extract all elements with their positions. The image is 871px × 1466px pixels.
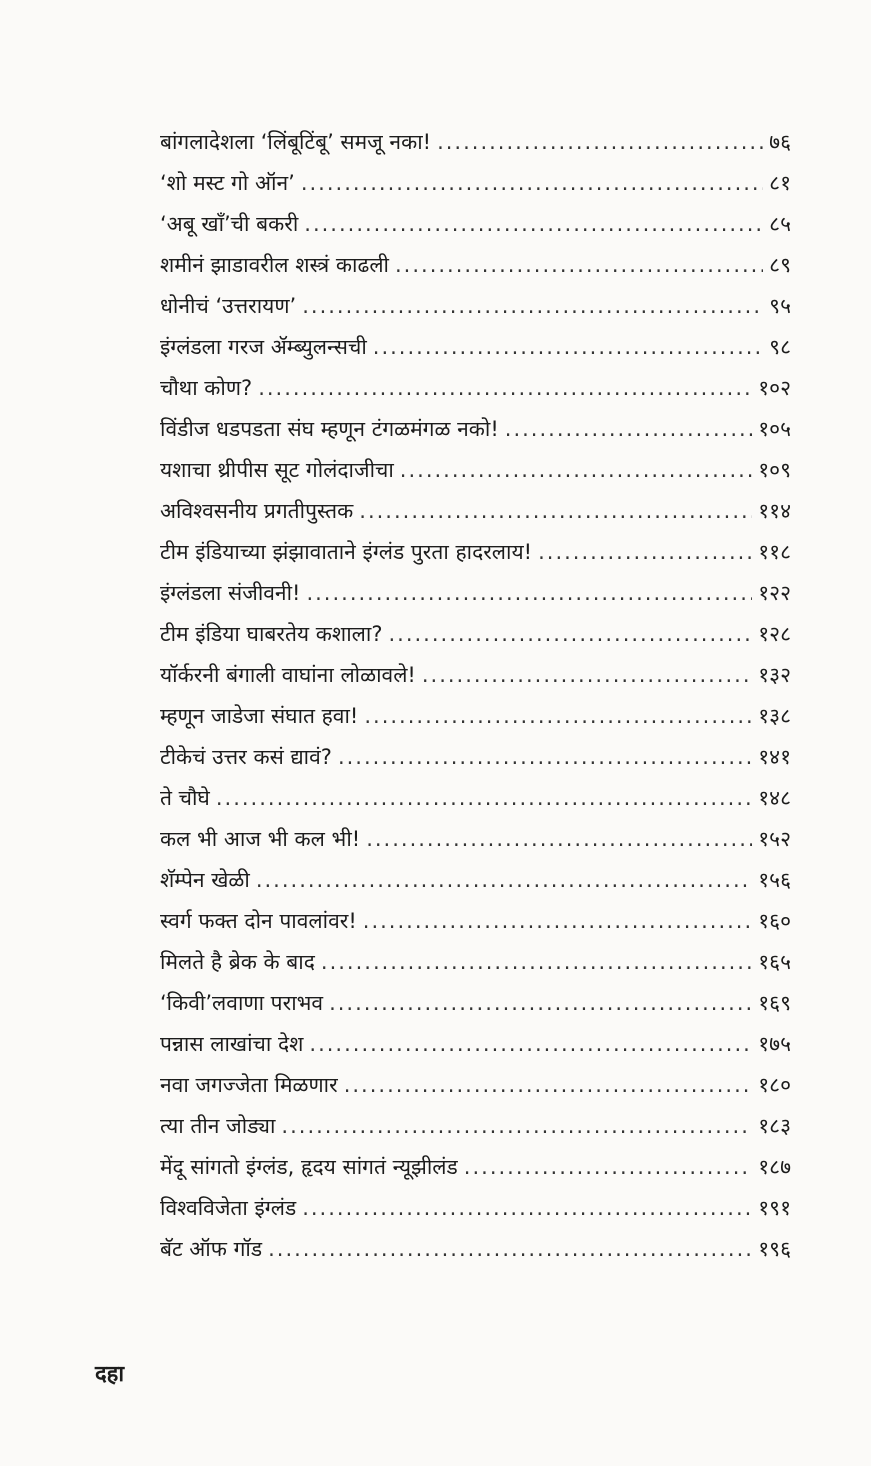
- toc-entry: [160, 245, 791, 286]
- toc-entry-page-number: ११८: [758, 540, 791, 564]
- toc-entry: [160, 204, 791, 245]
- toc-entry: [160, 1147, 791, 1188]
- toc-dot-leader: [302, 1188, 752, 1229]
- toc-entry: [160, 614, 791, 655]
- toc-entry-title: मिलते है ब्रेक के बाद: [160, 950, 315, 974]
- toc-entry-page-number: १०५: [758, 417, 791, 441]
- toc-entry-title: नवा जगज्जेता मिळणार: [160, 1073, 338, 1097]
- toc-entry-title: चौथा कोण?: [160, 376, 253, 400]
- toc-entry: [160, 327, 791, 368]
- toc-entry-title: पन्नास लाखांचा देश: [160, 1032, 304, 1056]
- toc-entry: [160, 450, 791, 491]
- toc-entry: [160, 778, 791, 819]
- toc-entry-page-number: १९१: [758, 1196, 791, 1220]
- toc-entry-page-number: १२२: [758, 581, 791, 605]
- toc-entry-page-number: १७५: [758, 1032, 791, 1056]
- toc-entry-page-number: ९५: [769, 294, 791, 318]
- toc-entry: [160, 819, 791, 860]
- toc-entry-title: ‘किवी’लवाणा पराभव: [160, 991, 324, 1015]
- table-of-contents: [160, 122, 791, 1270]
- toc-dot-leader: [301, 163, 763, 204]
- toc-dot-leader: [309, 1024, 752, 1065]
- toc-entry-page-number: १६०: [758, 909, 791, 933]
- toc-entry: [160, 1065, 791, 1106]
- toc-dot-leader: [344, 1065, 753, 1106]
- toc-entry-title: इंग्लंडला संजीवनी!: [160, 581, 301, 605]
- toc-entry: [160, 163, 791, 204]
- toc-entry-title: शॅम्पेन खेळी: [160, 868, 250, 892]
- toc-entry: [160, 737, 791, 778]
- toc-entry: [160, 409, 791, 450]
- toc-entry-title: शमीनं झाडावरील शस्त्रं काढली: [160, 253, 389, 277]
- toc-entry-page-number: १३२: [758, 663, 791, 687]
- toc-entry-page-number: १३८: [758, 704, 791, 728]
- toc-entry-title: ‘अबू खाँ’ची बकरी: [160, 212, 299, 236]
- toc-entry-page-number: १२८: [758, 622, 791, 646]
- toc-dot-leader: [359, 491, 752, 532]
- toc-dot-leader: [505, 409, 752, 450]
- toc-entry: [160, 696, 791, 737]
- toc-entry-title: ‘शो मस्ट गो ऑन’: [160, 171, 295, 195]
- toc-entry: [160, 573, 791, 614]
- toc-entry-page-number: १८०: [758, 1073, 791, 1097]
- toc-dot-leader: [422, 655, 752, 696]
- toc-entry-page-number: १८३: [758, 1114, 791, 1138]
- toc-entry-page-number: ८१: [769, 171, 791, 195]
- toc-entry: [160, 122, 791, 163]
- toc-entry-page-number: ८९: [769, 253, 791, 277]
- toc-entry-page-number: १८७: [758, 1155, 791, 1179]
- toc-dot-leader: [388, 614, 752, 655]
- toc-entry: [160, 1188, 791, 1229]
- toc-entry-title: म्हणून जाडेजा संघात हवा!: [160, 704, 359, 728]
- toc-dot-leader: [216, 778, 752, 819]
- toc-entry-page-number: १९६: [758, 1237, 791, 1261]
- toc-dot-leader: [395, 245, 763, 286]
- toc-entry: [160, 1229, 791, 1270]
- toc-entry-title: स्वर्ग फक्त दोन पावलांवर!: [160, 909, 357, 933]
- toc-entry-page-number: ११४: [758, 499, 791, 523]
- toc-dot-leader: [304, 204, 763, 245]
- page-folio: दहा: [95, 1362, 125, 1387]
- toc-entry-title: बांगलादेशला ‘लिंबूटिंबू’ समजू नका!: [160, 130, 432, 154]
- toc-entry-title: यशाचा थ्रीपीस सूट गोलंदाजीचा: [160, 458, 394, 482]
- toc-dot-leader: [366, 819, 752, 860]
- toc-entry-title: बॅट ऑफ गॉड: [160, 1237, 263, 1261]
- toc-entry-title: इंग्लंडला गरज ॲम्ब्युलन्सची: [160, 335, 367, 359]
- toc-dot-leader: [364, 696, 752, 737]
- toc-entry-page-number: १६५: [758, 950, 791, 974]
- toc-entry-title: यॉर्करनी बंगाली वाघांना लोळावले!: [160, 663, 416, 687]
- toc-entry-page-number: १६९: [758, 991, 791, 1015]
- toc-dot-leader: [256, 860, 752, 901]
- toc-dot-leader: [338, 737, 752, 778]
- toc-entry-title: कल भी आज भी कल भी!: [160, 827, 361, 851]
- toc-dot-leader: [437, 122, 763, 163]
- toc-dot-leader: [464, 1147, 752, 1188]
- toc-dot-leader: [329, 983, 752, 1024]
- toc-entry-page-number: १४८: [758, 786, 791, 810]
- toc-dot-leader: [306, 573, 752, 614]
- toc-entry-title: टीम इंडियाच्या झंझावाताने इंग्लंड पुरता हादरलाय!: [160, 540, 533, 564]
- toc-entry: [160, 1024, 791, 1065]
- toc-entry-title: त्या तीन जोड्या: [160, 1114, 276, 1138]
- toc-entry-title: ते चौघे: [160, 786, 210, 810]
- toc-entry-page-number: १५२: [758, 827, 791, 851]
- toc-entry-page-number: ८५: [769, 212, 791, 236]
- toc-entry-page-number: १०९: [758, 458, 791, 482]
- toc-entry-page-number: ९८: [769, 335, 791, 359]
- toc-dot-leader: [258, 368, 752, 409]
- toc-dot-leader: [281, 1106, 752, 1147]
- toc-entry-page-number: १५६: [758, 868, 791, 892]
- toc-dot-leader: [268, 1229, 752, 1270]
- toc-entry: [160, 532, 791, 573]
- toc-entry: [160, 1106, 791, 1147]
- toc-dot-leader: [363, 901, 752, 942]
- toc-entry: [160, 983, 791, 1024]
- toc-entry-title: विंडीज धडपडता संघ म्हणून टंगळमंगळ नको!: [160, 417, 499, 441]
- toc-entry: [160, 491, 791, 532]
- toc-entry: [160, 655, 791, 696]
- toc-dot-leader: [321, 942, 752, 983]
- toc-entry-title: टीम इंडिया घाबरतेय कशाला?: [160, 622, 383, 646]
- toc-entry-title: टीकेचं उत्तर कसं द्यावं?: [160, 745, 332, 769]
- toc-entry: [160, 368, 791, 409]
- toc-dot-leader: [373, 327, 763, 368]
- toc-entry-page-number: १०२: [758, 376, 791, 400]
- toc-entry-title: विश्वविजेता इंग्लंड: [160, 1196, 297, 1220]
- toc-entry-page-number: १४१: [758, 745, 791, 769]
- toc-dot-leader: [400, 450, 752, 491]
- toc-dot-leader: [302, 286, 763, 327]
- toc-entry-title: अविश्वसनीय प्रगतीपुस्तक: [160, 499, 354, 523]
- toc-entry-title: मेंदू सांगतो इंग्लंड, हृदय सांगतं न्यूझीलंड: [160, 1155, 458, 1179]
- toc-entry: [160, 860, 791, 901]
- toc-entry-page-number: ७६: [769, 130, 791, 154]
- toc-entry-title: धोनीचं ‘उत्तरायण’: [160, 294, 297, 318]
- toc-dot-leader: [538, 532, 752, 573]
- toc-entry: [160, 286, 791, 327]
- toc-entry: [160, 901, 791, 942]
- toc-entry: [160, 942, 791, 983]
